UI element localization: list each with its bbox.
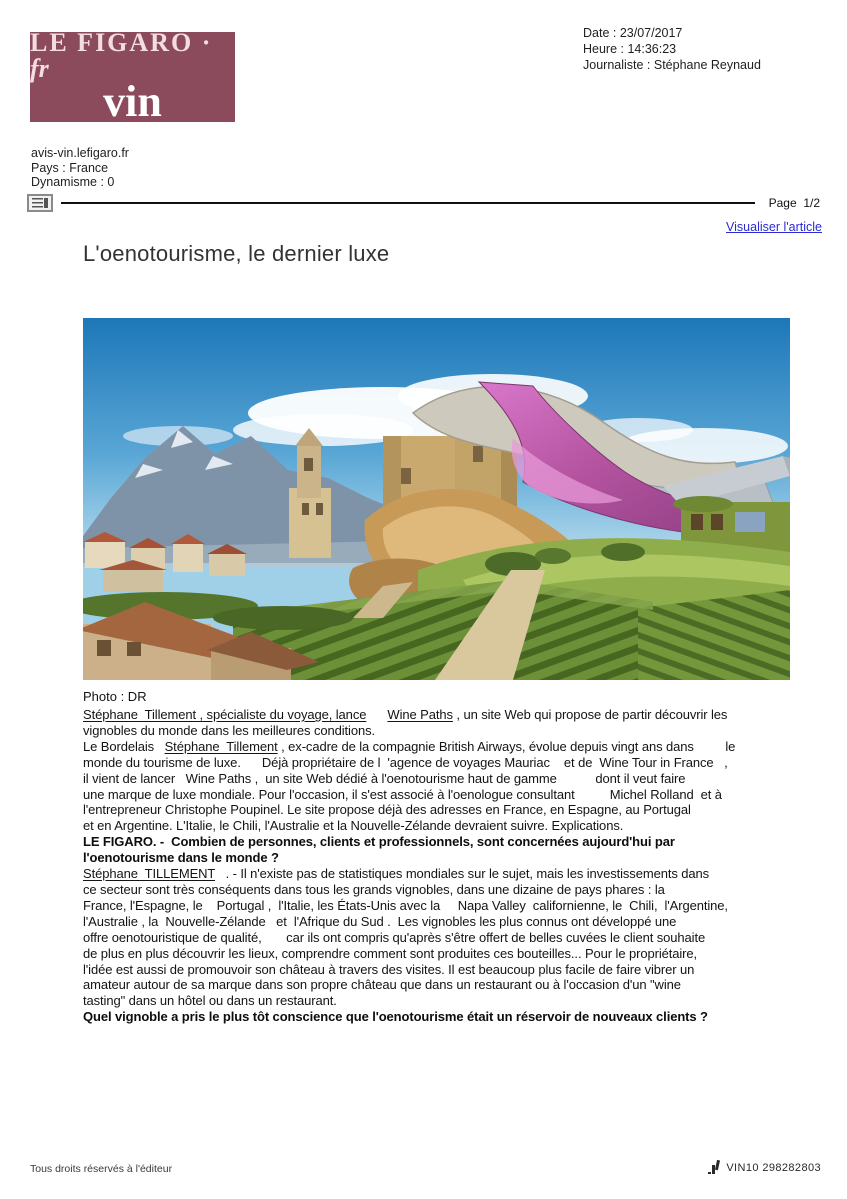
article-line: ce secteur sont très conséquents dans tous les grands vignobles, dans une dizaine de pays phares : la	[83, 881, 665, 897]
article-line: Le Bordelais Stéphane Tillement , ex-cadre de la compagnie British Airways, évolue depuis vingt ans dans le	[83, 738, 736, 754]
article-line: tasting" dans un hôtel ou dans un restaurant.	[83, 993, 337, 1009]
logo-line2: vin	[103, 77, 162, 126]
header-divider	[27, 193, 820, 213]
article-line: monde du tourisme de luxe. Déjà propriétaire de l 'agence de voyages Mauriac et de Wine Tour in France ,	[83, 754, 728, 770]
article-line: l'Australie , la Nouvelle-Zélande et l'Afrique du Sud . Les vignobles les plus connus ont développé une	[83, 913, 677, 929]
source-country: Pays : France	[31, 160, 109, 175]
article-line: vignobles du monde dans les meilleures conditions.	[83, 722, 376, 738]
article-line: France, l'Espagne, le Portugal , l'Italie, les États-Unis avec la Napa Valley californienne, le Chili, l'Argentine,	[83, 897, 728, 913]
article-line: l'oenotourisme dans le monde ?	[83, 850, 279, 866]
footer-copyright: Tous droits réservés à l'éditeur	[30, 1163, 173, 1175]
press-monitor-logo-icon	[708, 1160, 721, 1175]
footer-reference	[708, 1160, 821, 1175]
article-line: et en Argentine. L'Italie, le Chili, l'Australie et la Nouvelle-Zélande devraient suivre. Explications.	[83, 818, 624, 834]
article-line: amateur autour de sa marque dans son propre château que dans un restaurant ou à l'occasion d'un "wine	[83, 977, 681, 993]
meta-date: Date : 23/07/2017	[583, 26, 683, 40]
clipping-meta	[583, 25, 761, 73]
meta-journalist: Journaliste : Stéphane Reynaud	[583, 58, 761, 72]
article-line: offre oenotouristique de qualité, car ils ont compris qu'après s'être offert de belles cuvées le client souhaite	[83, 929, 706, 945]
article-line: de plus en plus découvrir les lieux, comprendre comment sont produites ces bouteilles... Pour le propriétaire,	[83, 945, 698, 961]
article-body	[83, 707, 803, 1025]
article-thumbnail-icon	[27, 194, 53, 212]
article-line: LE FIGARO. - Combien de personnes, clients et professionnels, sont concernées aujourd'hui par	[83, 834, 675, 850]
divider-rule	[61, 202, 755, 205]
article-line: Stéphane TILLEMENT . - Il n'existe pas de statistiques mondiales sur le sujet, mais les investissements dans	[83, 866, 710, 882]
meta-time: Heure : 14:36:23	[583, 42, 677, 56]
article-title: L'oenotourisme, le dernier luxe	[83, 241, 390, 266]
source-dynamism: Dynamisme : 0	[31, 175, 115, 189]
article-line: l'entrepreneur Christophe Poupinel. Le site propose déjà des adresses en France, en Espagne, au Portugal	[83, 802, 691, 818]
article-line: une marque de luxe mondiale. Pour l'occasion, il s'est associé à l'oenologue consultant Michel Rolland et à	[83, 786, 722, 802]
article-line: l'idée est aussi de promouvoir son château à travers des visites. Il est beaucoup plus facile de faire vibrer un	[83, 961, 695, 977]
footer-ref-number: VIN10 298282803	[726, 1161, 821, 1174]
article-photo	[83, 318, 790, 680]
lefigaro-vin-logo	[30, 28, 235, 126]
logo-line1: LE FIGARO · fr	[30, 28, 213, 83]
article-line: Quel vignoble a pris le plus tôt conscience que l'oenotourisme était un réservoir de nouveaux clients ?	[83, 1009, 708, 1025]
page-indicator: Page 1/2	[768, 196, 820, 210]
view-article-link[interactable]: Visualiser l'article	[726, 220, 822, 234]
photo-credit: Photo : DR	[83, 689, 147, 704]
source-info	[31, 146, 129, 190]
source-site: avis-vin.lefigaro.fr	[31, 146, 129, 160]
article-line: Stéphane Tillement , spécialiste du voyage, lance Wine Paths , un site Web qui propose de partir découvrir les	[83, 707, 728, 722]
article-line: il vient de lancer Wine Paths , un site Web dédié à l'oenotourisme haut de gamme dont il veut faire	[83, 770, 686, 786]
